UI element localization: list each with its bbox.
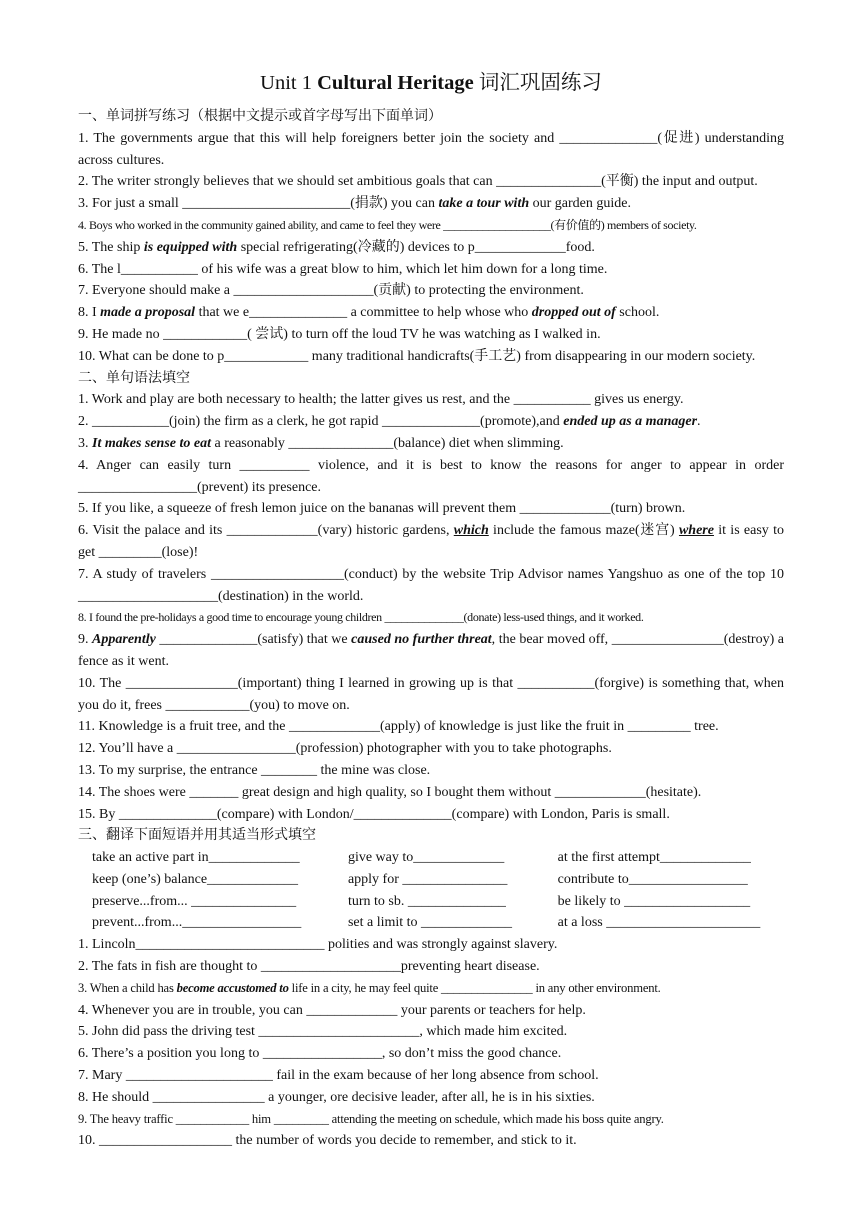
question-item: [78, 411, 784, 433]
question-item: [78, 1087, 784, 1109]
page-title: [78, 68, 784, 98]
title-subtitle: 词汇巩固练习: [473, 72, 602, 94]
question-item: [78, 629, 784, 673]
phrase-row: [92, 912, 784, 934]
phrase-entry: at a loss ______________________: [557, 915, 761, 931]
question-text: 8. I found the pre-holidays a good time to encourage young children ______________(donate) less-used things, and it worked.: [78, 610, 644, 625]
question-text: , the bear moved off, ________________(destroy) a fence as it went.: [78, 632, 784, 669]
question-text: 5. John did pass the driving test _______________________, which made him excited.: [78, 1024, 568, 1040]
question-text: 6. There’s a position you long to _________________, so don’t miss the good chance.: [78, 1046, 562, 1062]
question-item: [78, 1065, 784, 1087]
question-item: [78, 1130, 784, 1152]
key-phrase: [454, 523, 489, 538]
question-text: 1. Lincoln___________________________ polities and was strongly against slavery.: [78, 937, 558, 953]
question-text: 3. For just a small ________________________(捐款) you can: [78, 196, 439, 212]
key-phrase: dropped out of: [531, 305, 616, 321]
question-item: [78, 520, 784, 564]
key-phrase: become accustomed to: [176, 980, 289, 995]
question-item: [78, 302, 784, 324]
section-2-items: [78, 389, 784, 825]
question-item: [78, 215, 784, 237]
question-text: it is easy to get _________(lose)!: [78, 523, 784, 560]
question-item: [78, 607, 784, 629]
section-1-items: [78, 128, 784, 368]
key-phrase: It makes sense to eat: [92, 435, 211, 451]
question-item: [78, 673, 784, 717]
key-phrase: [679, 523, 714, 538]
question-text: 14. The shoes were _______ great design and high quality, so I bought them without _____________(hesitate).: [78, 784, 702, 800]
question-text: 1. The governments argue that this will help foreigners better join the society and ______________(促进) understanding across cultures.: [78, 130, 784, 168]
question-text: 7. A study of travelers ___________________(conduct) by the website Trip Advisor names Yangshuo as one of the top 10 ____________________(destination) in the world.: [78, 566, 784, 604]
question-text: .: [697, 414, 701, 430]
question-text: a reasonably _______________(balance) diet when slimming.: [211, 435, 564, 451]
question-text: 5. If you like, a squeeze of fresh lemon juice on the bananas will prevent them _____________(turn) brown.: [78, 501, 686, 517]
section-heading-3: 三、翻译下面短语并用其适当形式填空: [78, 828, 316, 844]
question-text: 9.: [78, 632, 93, 648]
key-phrase: take a tour with: [438, 196, 530, 212]
question-text: 1. Work and play are both necessary to health; the latter gives us rest, and the ___________ gives us energy.: [78, 392, 684, 408]
question-item: [78, 498, 784, 520]
question-text: that we e______________ a committee to help whose who: [195, 305, 532, 321]
phrase-entry: turn to sb. ______________: [347, 893, 506, 909]
question-item: [78, 389, 784, 411]
question-text: 3. When a child has: [78, 980, 177, 995]
key-phrase: ended up as a manager: [563, 414, 698, 430]
phrase-entry: keep (one’s) balance_____________: [92, 871, 299, 887]
phrase-entry: contribute to_________________: [557, 871, 748, 887]
question-item: [78, 346, 784, 368]
question-item: [78, 324, 784, 346]
key-phrase: made a proposal: [100, 305, 196, 321]
question-text: 8. I: [78, 305, 101, 321]
key-phrase-underlined: which: [453, 523, 489, 539]
question-text: school.: [615, 305, 660, 321]
key-phrase: is equipped with: [143, 239, 238, 255]
question-text: 9. He made no ____________( 尝试) to turn off the loud TV he was watching as I walked in.: [78, 326, 601, 342]
question-item: [78, 1109, 784, 1131]
question-item: [78, 280, 784, 302]
question-text: life in a city, he may feel quite _______________ in any other environment.: [288, 980, 661, 995]
section-3-items: [78, 934, 784, 1152]
phrase-entry: prevent...from..._________________: [92, 915, 302, 931]
key-phrase: Apparently: [92, 632, 156, 648]
question-item: [78, 804, 784, 826]
phrase-entry: at the first attempt_____________: [557, 850, 751, 866]
question-text: 6. The l___________ of his wife was a great blow to him, which let him down for a long time.: [78, 261, 608, 277]
phrase-row: [92, 869, 784, 891]
key-phrase: caused no further threat: [351, 632, 492, 648]
question-text: 9. The heavy traffic ____________ him _________ attending the meeting on schedule, which made his boss quite angry.: [78, 1111, 664, 1126]
question-text: 4. Anger can easily turn __________ violence, and it is best to know the reasons for anger to appear in order _________________(prevent) its presence.: [78, 457, 784, 495]
question-item: [78, 1043, 784, 1065]
title-unit: Unit 1: [260, 72, 318, 94]
question-item: [78, 433, 784, 455]
phrase-entry: give way to_____________: [347, 850, 505, 866]
title-topic: Cultural Heritage: [317, 72, 474, 94]
question-text: special refrigerating(冷藏的) devices to p_____________food.: [237, 239, 595, 255]
question-text: 8. He should ________________ a younger, ore decisive leader, after all, he is in his sixties.: [78, 1089, 595, 1105]
question-text: 10. The ________________(important) thing I learned in growing up is that ___________(forgive) is something that, when you do it, frees ____________(you) to move on.: [78, 675, 784, 713]
question-text: 4. Boys who worked in the community gained ability, and came to feel they were ___________________(有价值的) members of society.: [78, 217, 697, 232]
question-item: [78, 956, 784, 978]
question-item: [78, 237, 784, 259]
question-item: [78, 259, 784, 281]
question-item: [78, 782, 784, 804]
question-text: 13. To my surprise, the entrance ________ the mine was close.: [78, 762, 431, 778]
question-text: 10. ___________________ the number of words you decide to remember, and stick to it.: [78, 1133, 577, 1149]
question-item: [78, 738, 784, 760]
question-item: [78, 934, 784, 956]
question-text: 5. The ship: [78, 239, 144, 255]
question-text: ______________(satisfy) that we: [155, 632, 352, 648]
question-item: [78, 564, 784, 608]
question-item: [78, 978, 784, 1000]
question-text: 2. The writer strongly believes that we should set ambitious goals that can _______________(平衡) the input and output.: [78, 174, 758, 190]
question-item: [78, 128, 784, 172]
question-item: [78, 455, 784, 499]
phrase-row: [92, 847, 784, 869]
question-text: include the famous maze(迷宫): [488, 523, 679, 539]
question-text: 12. You’ll have a _________________(profession) photographer with you to take photographs.: [78, 741, 612, 757]
question-text: 15. By ______________(compare) with London/______________(compare) with London, Paris is small.: [78, 806, 670, 822]
phrase-entry: apply for _______________: [347, 871, 508, 887]
question-item: [78, 1021, 784, 1043]
question-text: 7. Mary _____________________ fail in the exam because of her long absence from school.: [78, 1068, 599, 1084]
phrase-entry: preserve...from... _______________: [92, 893, 297, 909]
phrase-entry: take an active part in_____________: [92, 850, 300, 866]
question-text: 6. Visit the palace and its _____________(vary) historic gardens,: [78, 523, 454, 539]
question-item: [78, 193, 784, 215]
question-text: our garden guide.: [529, 196, 631, 212]
phrase-row: [92, 891, 784, 913]
question-item: [78, 1000, 784, 1022]
phrase-entry: set a limit to _____________: [347, 915, 513, 931]
question-text: 7. Everyone should make a ____________________(贡献) to protecting the environment.: [78, 283, 584, 299]
question-text: 11. Knowledge is a fruit tree, and the _____________(apply) of knowledge is just like the fruit in _________ tree.: [78, 719, 719, 735]
key-phrase-underlined: where: [678, 523, 714, 539]
phrase-entry: be likely to __________________: [557, 893, 751, 909]
section-heading-1: 一、单词拼写练习（根据中文提示或首字母写出下面单词）: [78, 109, 442, 124]
question-text: 2. ___________(join) the firm as a clerk, he got rapid ______________(promote),and: [78, 414, 564, 430]
phrase-bank: [78, 847, 784, 934]
question-text: 10. What can be done to p____________ many traditional handicrafts(手工艺) from disappearing in our modern society.: [78, 348, 756, 364]
question-item: [78, 716, 784, 738]
question-text: 4. Whenever you are in trouble, you can _____________ your parents or teachers for help.: [78, 1002, 586, 1018]
question-text: 3.: [78, 435, 92, 451]
section-heading-2: 二、单句语法填空: [78, 370, 190, 386]
question-text: 2. The fats in fish are thought to ____________________preventing heart disease.: [78, 959, 540, 975]
worksheet-page: [78, 68, 784, 1152]
question-item: [78, 171, 784, 193]
question-item: [78, 760, 784, 782]
